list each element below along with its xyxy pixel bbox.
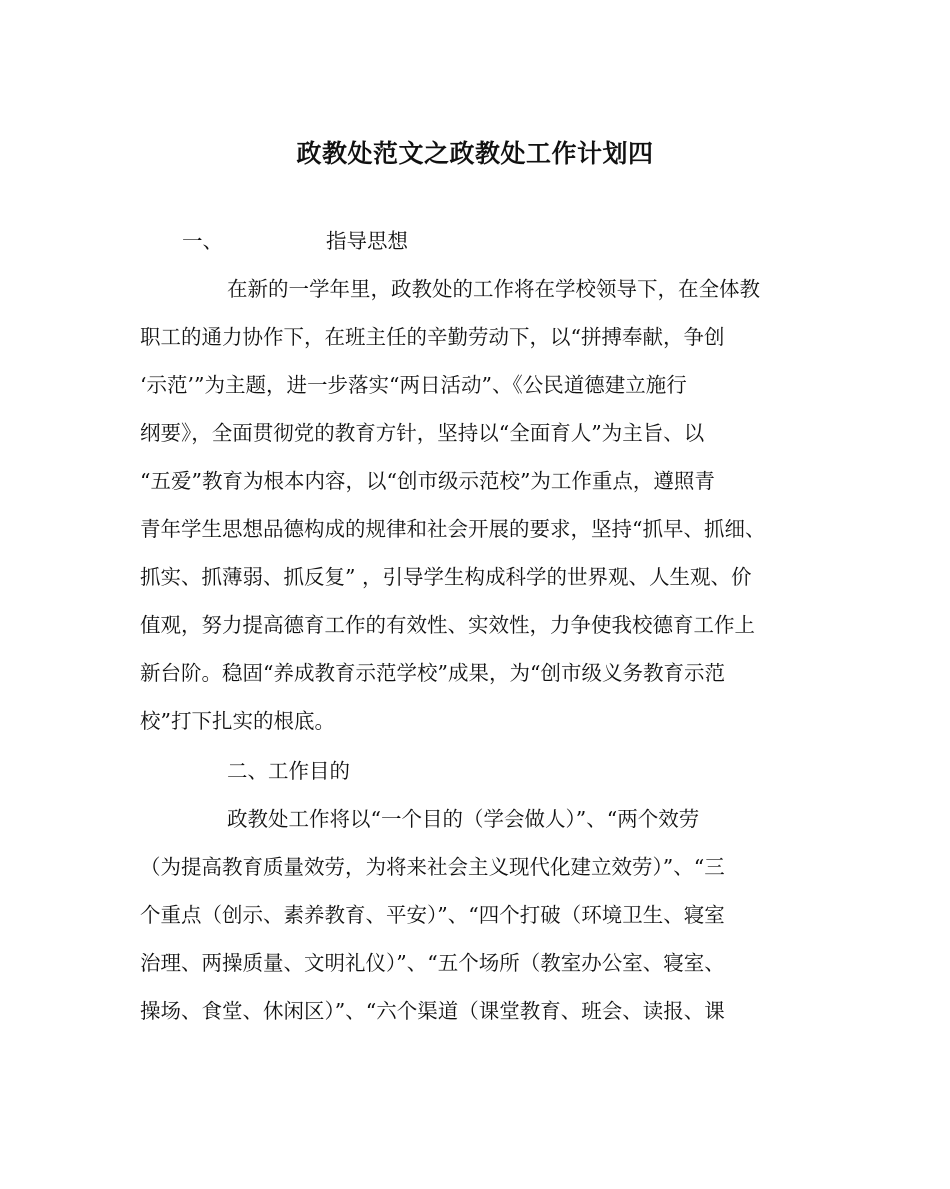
paragraph-line: ‘示范’”为主题，进一步落实“两日活动”、《公民道德建立施行 [140, 373, 687, 397]
paragraph-line: （为提高教育质量效劳，为将来社会主义现代化建立效劳）”、“三 [140, 855, 725, 879]
paragraph-line: 个重点（创示、素养教育、平安）”、“四个打破（环境卫生、寝室 [140, 903, 725, 927]
section1-heading: 指导思想 [326, 229, 408, 253]
paragraph-line: 操场、食堂、休闲区）”、“六个渠道（课堂教育、班会、读报、课 [140, 999, 725, 1023]
paragraph-line: 新台阶。稳固“养成教育示范学校”成果，为“创市级义务教育示范 [140, 661, 725, 685]
section2-heading: 二、工作目的 [227, 759, 350, 783]
paragraph-line: “五爱”教育为根本内容，以“创市级示范校”为工作重点，遵照青 [140, 469, 715, 493]
paragraph-line: 职工的通力协作下，在班主任的辛勤劳动下，以“拼搏奉献，争创 [140, 325, 725, 349]
paragraph-line: 青年学生思想品德构成的规律和社会开展的要求，坚持“抓早、抓细、 [140, 517, 766, 541]
paragraph-line: 纲要》，全面贯彻党的教育方针，坚持以“全面育人”为主旨、以 [140, 421, 705, 445]
paragraph-line: 在新的一学年里，政教处的工作将在学校领导下，在全体教 [227, 277, 760, 301]
section1-number: 一、 [182, 229, 223, 253]
paragraph-line: 抓实、抓薄弱、抓反复” ，引导学生构成科学的世界观、人生观、价 [140, 565, 752, 589]
document-title: 政教处范文之政教处工作计划四 [296, 139, 654, 168]
paragraph-line: 校”打下扎实的根底。 [140, 709, 335, 733]
paragraph-line: 治理、两操质量、文明礼仪）”、“五个场所（教室办公室、寝室、 [140, 951, 725, 975]
paragraph-line: 值观，努力提高德育工作的有效性、实效性，力争使我校德育工作上 [140, 613, 755, 637]
paragraph-line: 政教处工作将以“一个目的（学会做人）”、“两个效劳 [227, 807, 700, 831]
